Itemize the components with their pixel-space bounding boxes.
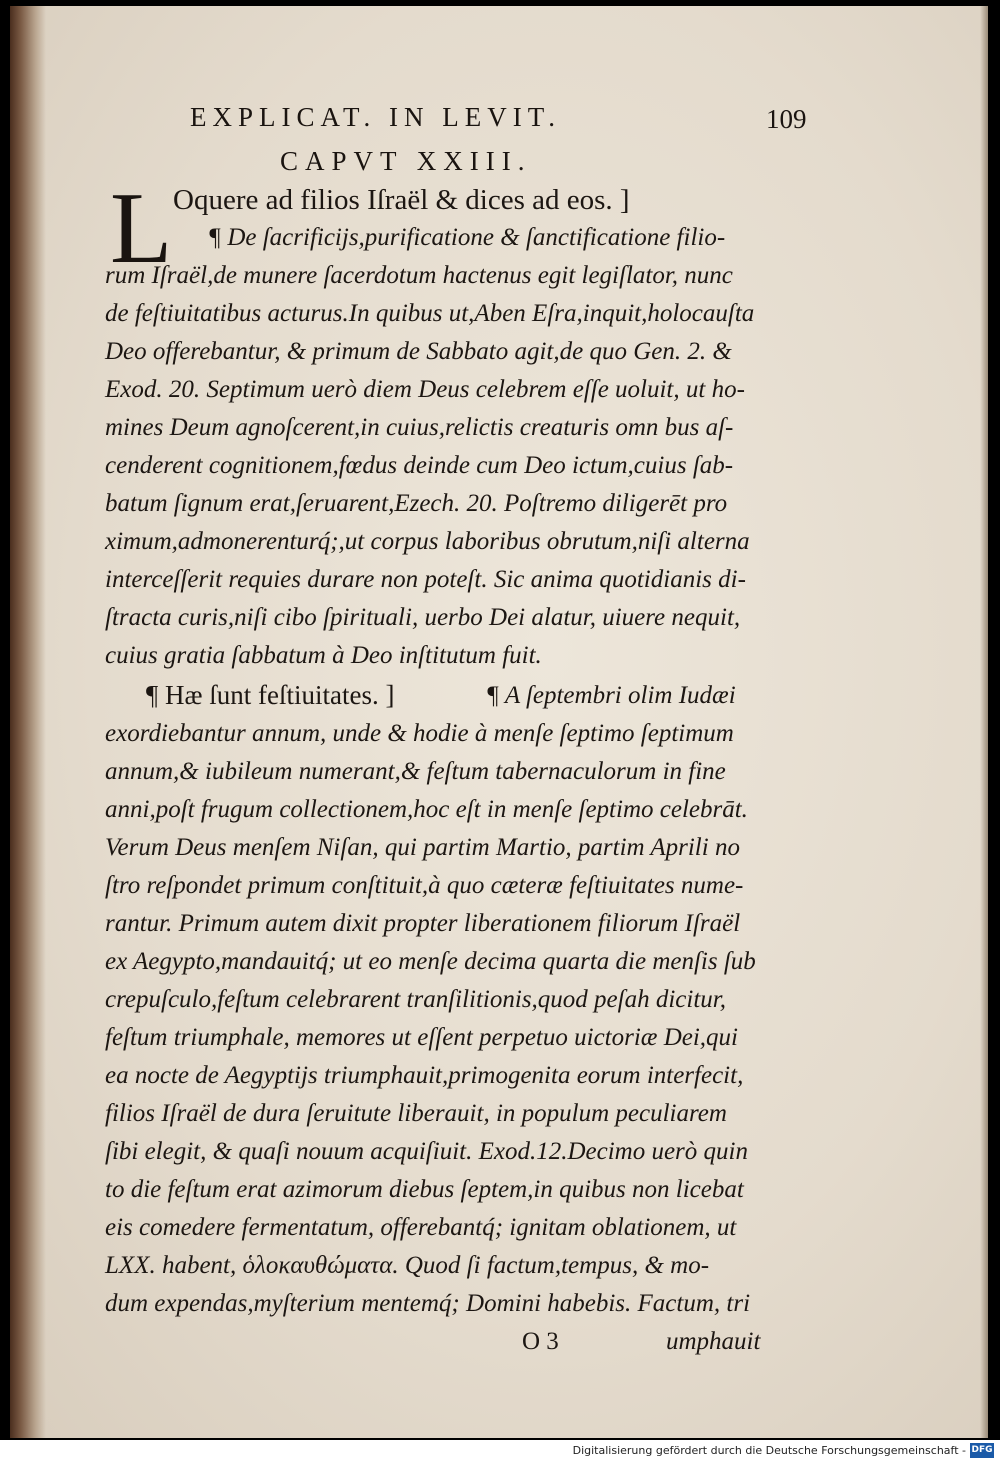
text-line: dum expendas,myſterium mentemq́; Domini habebis. Factum, tri xyxy=(105,1290,751,1317)
page-edge xyxy=(980,6,988,1438)
text-line: de feſtiuitatibus acturus.In quibus ut,Aben Eſra,inquit,holocauſta xyxy=(105,300,755,327)
signature-mark: O 3 xyxy=(522,1328,559,1355)
section-heading: ¶ Hæ ſunt feſtiuitates. ] xyxy=(146,680,395,710)
text-line: interceſſerit requies durare non poteſt. Sic anima quotidianis di- xyxy=(105,566,746,593)
catchword: umphauit xyxy=(666,1328,761,1355)
text-line: ex Aegypto,mandauitq́; ut eo menſe decima quarta die menſis ſub xyxy=(105,948,756,975)
text-line: eis comedere fermentatum, offerebantq́; ignitam oblationem, ut xyxy=(105,1214,737,1241)
text-line: ¶ A ſeptembri olim Iudæi xyxy=(486,682,736,709)
text-line: crepuſculo,feſtum celebrarent tranſilitionis,quod peſah dicitur, xyxy=(105,986,726,1013)
text-line: LXX. habent, ὁλοκαυθώματα. Quod ſi factum,tempus, & mo- xyxy=(105,1252,710,1279)
text-line: filios Iſraël de dura ſeruitute liberauit, in populum peculiarem xyxy=(105,1100,727,1127)
page-number: 109 xyxy=(766,104,807,134)
text-line: Deo offerebantur, & primum de Sabbato agit,de quo Gen. 2. & xyxy=(105,338,732,365)
text-line: rum Iſraël,de munere ſacerdotum hactenus egit legiſlator, nunc xyxy=(105,262,733,289)
text-line: batum ſignum erat,ſeruarent,Ezech. 20. Poſtremo diligerēt pro xyxy=(105,490,728,517)
text-line: cenderent cognitionem,fœdus deinde cum Deo ictum,cuius ſab- xyxy=(105,452,734,479)
drop-cap: L xyxy=(110,172,173,285)
text-line: ¶ De ſacrificijs,purificatione & ſanctificatione filio- xyxy=(208,224,726,251)
text-line: ſtracta curis,niſi cibo ſpirituali, uerbo Dei alatur, uiuere nequit, xyxy=(105,604,741,631)
text-line: Exod. 20. Septimum uerò diem Deus celebrem eſſe uoluit, ut ho- xyxy=(105,376,745,403)
dfg-logo[interactable]: DFG xyxy=(970,1443,994,1458)
text-line: annum,& iubileum numerant,& feſtum tabernaculorum in fine xyxy=(105,758,726,785)
text-line: feſtum triumphale, memores ut eſſent perpetuo uictoriæ Dei,qui xyxy=(105,1024,739,1051)
text-line: Verum Deus menſem Niſan, qui partim Martio, partim Aprili no xyxy=(105,834,740,861)
funding-notice: Digitalisierung gefördert durch die Deutsche Forschungsgemeinschaft - xyxy=(572,1444,966,1457)
text-line: ximum,admonerenturq́;,ut corpus laboribus obrutum,niſi alterna xyxy=(105,528,750,555)
text-line: rantur. Primum autem dixit propter liberationem filiorum Iſraël xyxy=(105,910,741,937)
text-line: to die feſtum erat azimorum diebus ſeptem,in quibus non licebat xyxy=(105,1176,744,1203)
book-page xyxy=(10,6,988,1438)
text-line: cuius gratia ſabbatum à Deo inſtitutum fuit. xyxy=(105,642,542,669)
book-gutter xyxy=(10,6,46,1438)
running-head: EXPLICAT. IN LEVIT. xyxy=(190,102,561,132)
text-line: ſtro reſpondet primum conſtituit,à quo cæteræ feſtiuitates nume- xyxy=(105,872,744,899)
text-line: ea nocte de Aegyptijs triumphauit,primogenita eorum interfecit, xyxy=(105,1062,744,1089)
text-line: anni,poſt frugum collectionem,hoc eſt in menſe ſeptimo celebrāt. xyxy=(105,796,748,823)
text-line: Oquere ad filios Iſraël & dices ad eos. ] xyxy=(173,184,630,216)
text-line: exordiebantur annum, unde & hodie à menſe ſeptimo ſeptimum xyxy=(105,720,734,747)
text-line: mines Deum agnoſcerent,in cuius,relictis creaturis omn bus aſ- xyxy=(105,414,734,441)
footer-bar xyxy=(0,1440,1000,1463)
text-line: ſibi elegit, & quaſi nouum acquiſiuit. Exod.12.Decimo uerò quin xyxy=(105,1138,748,1165)
chapter-title: CAPVT XXIII. xyxy=(280,146,532,176)
